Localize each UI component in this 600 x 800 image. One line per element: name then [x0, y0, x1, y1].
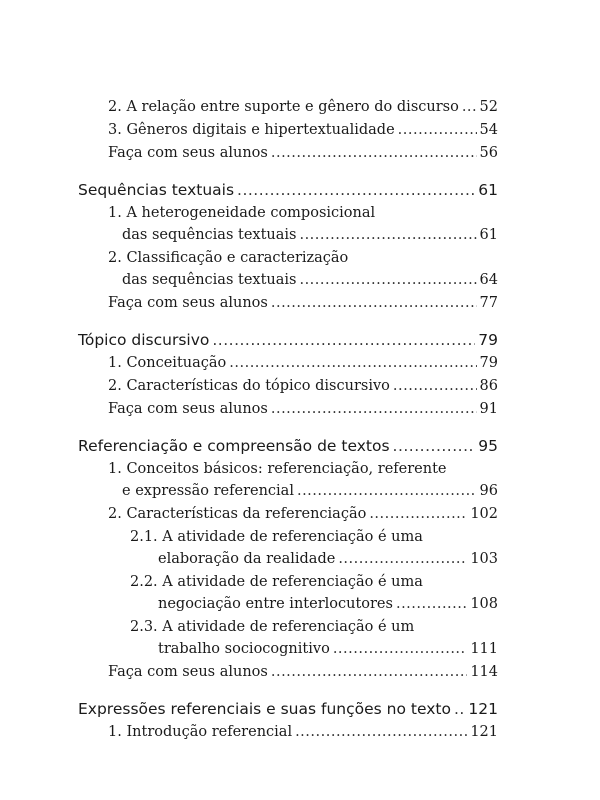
section-gap [0, 315, 600, 329]
dot-leader [398, 119, 477, 142]
toc-entry-label: Faça com seus alunos [108, 145, 268, 161]
toc-entry-label: das sequências textuais [122, 272, 297, 288]
toc-entry-label: das sequências textuais [122, 227, 297, 243]
dot-leader [271, 292, 477, 315]
toc-page-number: 61 [478, 181, 498, 199]
toc-entry-label: 3. Gêneros digitais e hipertextualidade [108, 122, 395, 138]
dot-leader [462, 96, 477, 119]
toc-entry-label-line: 2. Classificação e caracterização [108, 250, 349, 266]
toc-entry-label: 2. Características da referenciação [108, 506, 367, 522]
toc-entry-label: 1. Introdução referencial [108, 724, 293, 740]
toc-page-number: 91 [479, 401, 498, 417]
toc-entry-label: 2. Características do tópico discursivo [108, 378, 390, 394]
dot-leader [295, 721, 467, 744]
toc-entry-label: negociação entre interlocutores [158, 596, 393, 612]
dot-leader [299, 224, 476, 247]
toc-page-number: 56 [479, 145, 498, 161]
toc-entry-label: e expressão referencial [122, 483, 294, 499]
toc-subentry-label-line: 2.2. A atividade de referenciação é uma [130, 574, 423, 590]
toc-entry [108, 224, 498, 247]
dot-leader [333, 638, 468, 661]
dot-leader [212, 329, 475, 352]
toc-chapter-heading [78, 329, 498, 352]
toc-page-number: 79 [478, 331, 498, 349]
toc-page-number: 121 [470, 724, 498, 740]
toc-page-number: 121 [468, 700, 498, 718]
dot-leader [396, 593, 467, 616]
toc-chapter-heading [78, 179, 498, 202]
dot-leader [369, 503, 467, 526]
toc-entry-label: 1. Conceituação [108, 355, 227, 371]
toc-entry-label-line: 1. A heterogeneidade composicional [108, 205, 376, 221]
toc-entry [108, 292, 498, 315]
toc-page-number: 79 [479, 355, 498, 371]
toc-entry [108, 661, 498, 684]
toc-page-number: 111 [470, 641, 498, 657]
toc-entry-label: Faça com seus alunos [108, 401, 268, 417]
toc-page-number: 61 [479, 227, 498, 243]
dot-leader [454, 698, 465, 721]
toc-entry [108, 96, 498, 119]
toc-entry-label: Faça com seus alunos [108, 664, 268, 680]
toc-chapter-title: Tópico discursivo [78, 331, 210, 349]
toc-chapter-heading [78, 698, 498, 721]
toc-entry [108, 352, 498, 375]
toc-entry [108, 375, 498, 398]
toc-page-number: 77 [479, 295, 498, 311]
section-gap [0, 684, 600, 698]
toc-page-number: 102 [470, 506, 498, 522]
dot-leader [299, 269, 476, 292]
toc-page-number: 86 [479, 378, 498, 394]
toc-chapter-title: Expressões referenciais e suas funções no texto [78, 700, 451, 718]
toc-chapter-title: Referenciação e compreensão de textos [78, 437, 390, 455]
toc-chapter-heading [78, 435, 498, 458]
dot-leader [338, 548, 467, 571]
toc-entry [108, 119, 498, 142]
toc-subentry [130, 548, 498, 571]
dot-leader [237, 179, 475, 202]
dot-leader [271, 661, 467, 684]
toc-page-number: 103 [470, 551, 498, 567]
section-gap [0, 421, 600, 435]
dot-leader [393, 435, 476, 458]
toc-page-number: 95 [478, 437, 498, 455]
dot-leader [393, 375, 477, 398]
toc-entry [108, 142, 498, 165]
toc-page-number: 54 [479, 122, 498, 138]
toc-entry [108, 503, 498, 526]
toc-page-number: 114 [470, 664, 498, 680]
toc-subentry [130, 593, 498, 616]
toc-page-number: 64 [479, 272, 498, 288]
dot-leader [297, 480, 477, 503]
toc-page-number: 52 [479, 99, 498, 115]
dot-leader [271, 142, 477, 165]
toc-entry [108, 480, 498, 503]
dot-leader [271, 398, 477, 421]
table-of-contents [0, 96, 600, 744]
toc-entry-label: 2. A relação entre suporte e gênero do discurso [108, 99, 459, 115]
toc-entry-label: trabalho sociocognitivo [158, 641, 330, 657]
toc-subentry [130, 638, 498, 661]
toc-entry-label-line: 1. Conceitos básicos: referenciação, referente [108, 461, 447, 477]
dot-leader [229, 352, 476, 375]
toc-entry [108, 721, 498, 744]
toc-entry-label: Faça com seus alunos [108, 295, 268, 311]
toc-entry [108, 269, 498, 292]
toc-page-number: 108 [470, 596, 498, 612]
toc-chapter-title: Sequências textuais [78, 181, 235, 199]
toc-entry [108, 398, 498, 421]
toc-subentry-label-line: 2.3. A atividade de referenciação é um [130, 619, 415, 635]
toc-entry-label: elaboração da realidade [158, 551, 336, 567]
toc-subentry-label-line: 2.1. A atividade de referenciação é uma [130, 529, 423, 545]
section-gap [0, 165, 600, 179]
toc-page-number: 96 [479, 483, 498, 499]
